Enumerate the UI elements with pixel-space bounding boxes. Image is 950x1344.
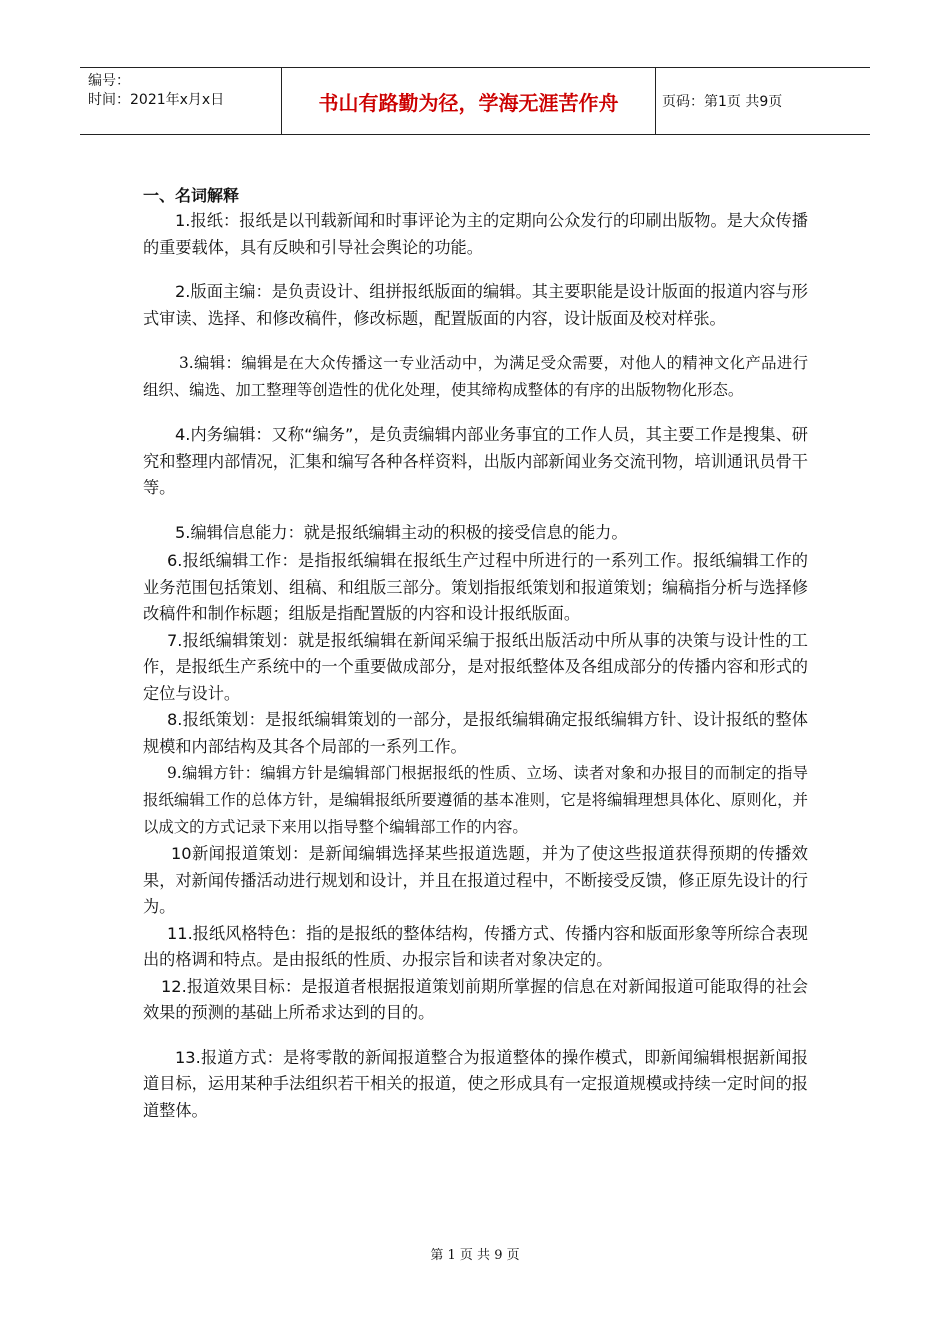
- definition-paragraph: 6.报纸编辑工作：是指报纸编辑在报纸生产过程中所进行的一系列工作。报纸编辑工作的业务范围包括策划、组稿、和组版三部分。策划指报纸策划和报道策划；编稿指分析与选择修改稿件和制作标题；组版是指配置版的内容和设计报纸版面。: [143, 551, 808, 623]
- doc-time-label: 时间：2021年x月x日: [88, 92, 225, 108]
- header-motto: 书山有路勤为径，学海无涯苦作舟: [282, 68, 656, 134]
- definition-paragraph: 8.报纸策划：是报纸编辑策划的一部分，是报纸编辑确定报纸编辑方针、设计报纸的整体规模和内部结构及其各个局部的一系列工作。: [143, 710, 808, 756]
- document-body: [143, 180, 808, 1124]
- page-header: [80, 67, 870, 135]
- definition-paragraph: 5.编辑信息能力：就是报纸编辑主动的积极的接受信息的能力。: [175, 522, 628, 542]
- definition-paragraph: 4.内务编辑：又称“编务”，是负责编辑内部业务事宜的工作人员，其主要工作是搜集、研究和整理内部情况，汇集和编写各种各样资料，出版内部新闻业务交流刊物，培训通讯员骨干等。: [143, 425, 808, 497]
- header-page-info: 页码：第1页 共9页: [662, 94, 783, 110]
- definition-paragraph: 1.报纸：报纸是以刊载新闻和时事评论为主的定期向公众发行的印刷出版物。是大众传播的重要载体，具有反映和引导社会舆论的功能。: [143, 211, 808, 257]
- definition-paragraph: 3.编辑：编辑是在大众传播这一专业活动中，为满足受众需要，对他人的精神文化产品进行组织、编选、加工整理等创造性的优化处理，使其缔构成整体的有序的出版物物化形态。: [143, 354, 808, 399]
- definition-paragraph: 10新闻报道策划：是新闻编辑选择某些报道选题，并为了使这些报道获得预期的传播效果，对新闻传播活动进行规划和设计，并且在报道过程中，不断接受反馈，修正原先设计的行为。: [143, 844, 808, 916]
- definition-paragraph: 11.报纸风格特色：指的是报纸的整体结构，传播方式、传播内容和版面形象等所综合表现出的格调和特点。是由报纸的性质、办报宗旨和读者对象决定的。: [143, 923, 808, 969]
- definition-paragraph: 2.版面主编：是负责设计、组拼报纸版面的编辑。其主要职能是设计版面的报道内容与形式审读、选择、和修改稿件，修改标题，配置版面的内容，设计版面及校对样张。: [143, 282, 808, 328]
- header-meta: [80, 68, 282, 134]
- definition-paragraph: 9.编辑方针：编辑方针是编辑部门根据报纸的性质、立场、读者对象和办报目的而制定的指导报纸编辑工作的总体方针，是编辑报纸所要遵循的基本准则，它是将编辑理想具体化、原则化，并以成文的方式记录下来用以指导整个编辑部工作的内容。: [143, 764, 808, 836]
- definition-paragraph: 13.报道方式：是将零散的新闻报道整合为报道整体的操作模式，即新闻编辑根据新闻报道目标，运用某种手法组织若干相关的报道，使之形成具有一定报道规模或持续一定时间的报道整体。: [143, 1047, 808, 1120]
- definition-paragraph: 7.报纸编辑策划：就是报纸编辑在新闻采编于报纸出版活动中所从事的决策与设计性的工作，是报纸生产系统中的一个重要做成部分，是对报纸整体及各组成部分的传播内容和形式的定位与设计。: [143, 630, 808, 703]
- definition-paragraph: 12.报道效果目标：是报道者根据报道策划前期所掌握的信息在对新闻报道可能取得的社会效果的预测的基础上所希求达到的目的。: [143, 976, 808, 1022]
- section-title: 一、名词解释: [143, 186, 240, 205]
- page-footer: 第 1 页 共 9 页: [430, 1248, 520, 1263]
- doc-number-label: 编号：: [88, 73, 130, 89]
